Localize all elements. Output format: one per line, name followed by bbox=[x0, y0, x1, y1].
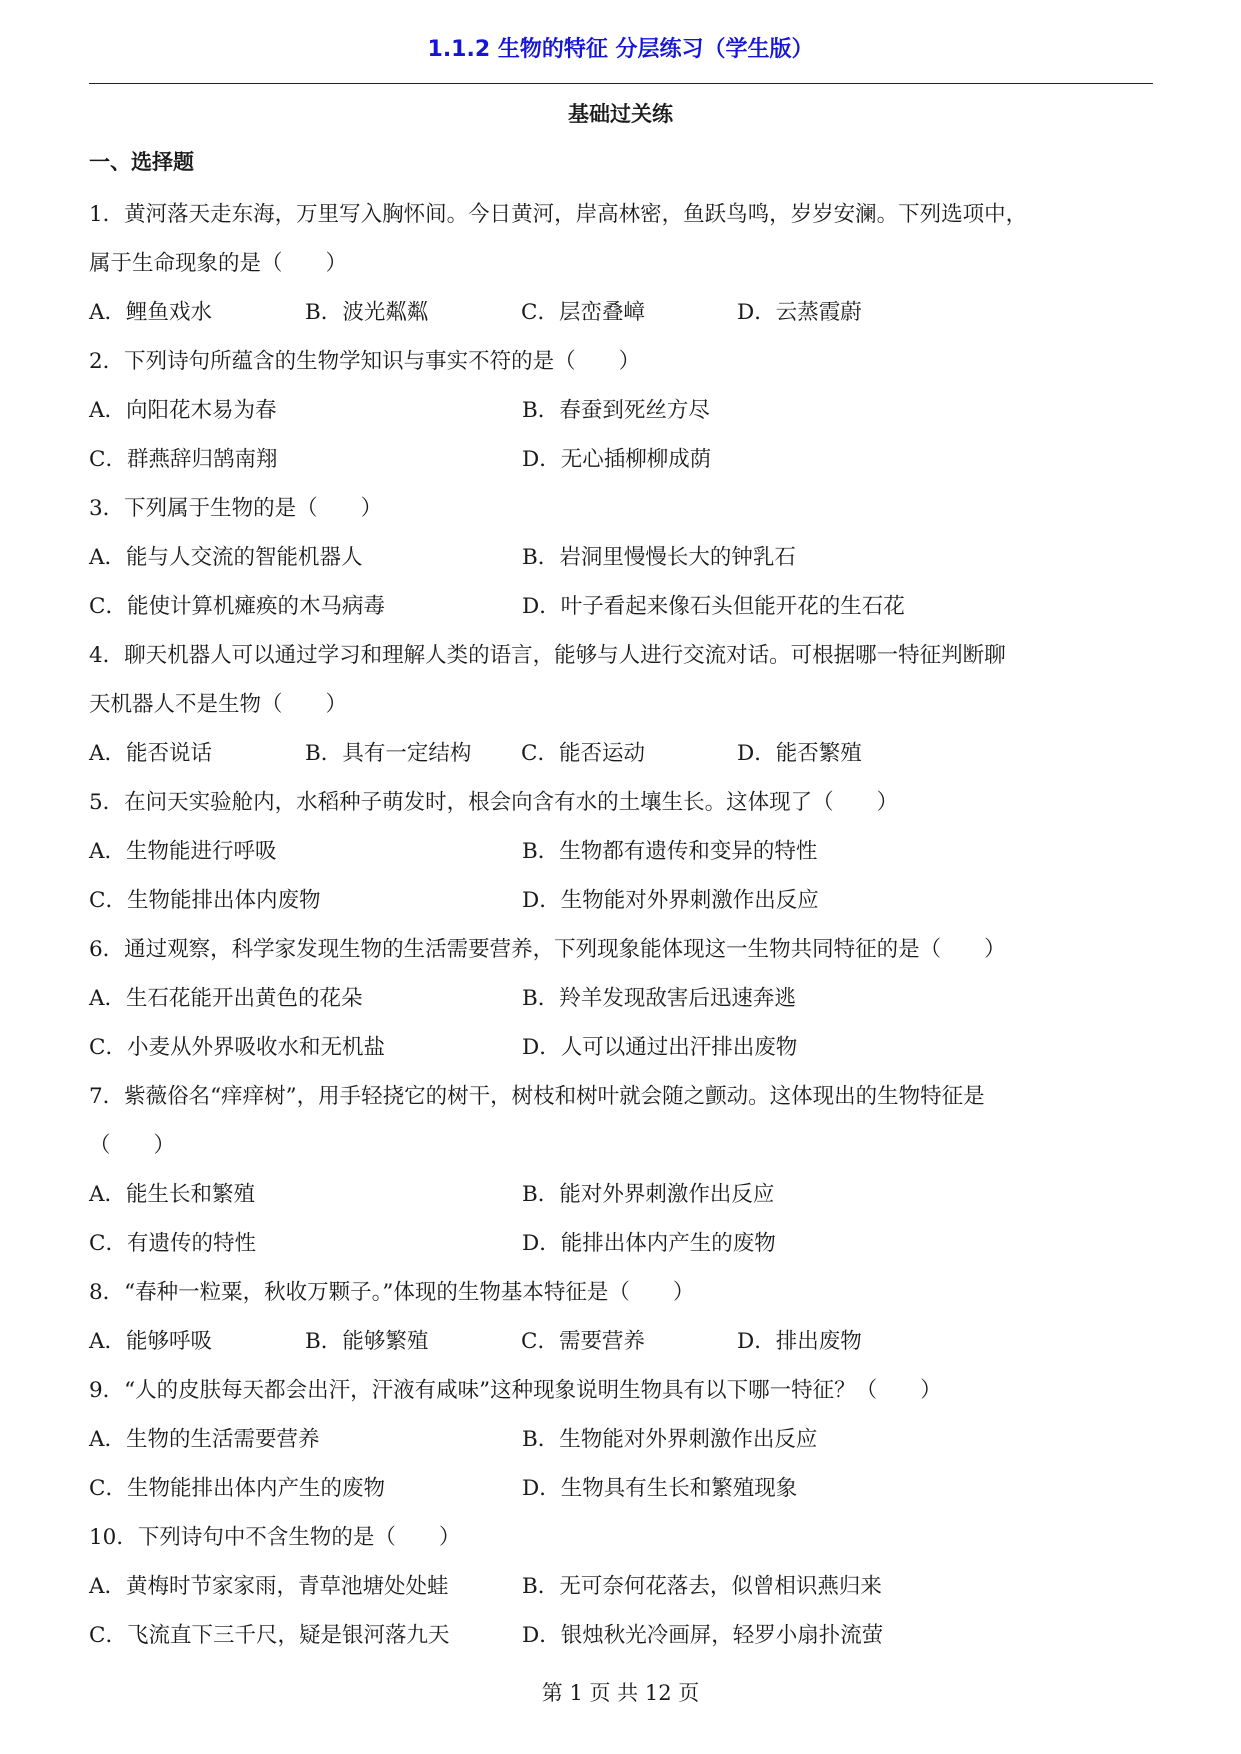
question-stem-line: 1．黄河落天走东海，万里写入胸怀间。今日黄河，岸高林密，鱼跃鸟鸣，岁岁安澜。下列选项中， bbox=[89, 202, 1028, 227]
option-letter: D． bbox=[522, 1231, 561, 1256]
option-letter: C． bbox=[89, 1231, 127, 1256]
option-a bbox=[89, 729, 305, 778]
option-text: 生物能进行呼吸 bbox=[126, 839, 277, 864]
option-letter: B． bbox=[522, 1182, 560, 1207]
option-b bbox=[522, 1562, 882, 1611]
option-row bbox=[89, 1464, 1153, 1513]
option-row bbox=[89, 435, 1153, 484]
option-a bbox=[89, 288, 305, 337]
option-text: 能与人交流的智能机器人 bbox=[126, 545, 363, 570]
option-letter: A． bbox=[89, 1182, 127, 1207]
option-text: 能对外界刺激作出反应 bbox=[559, 1182, 775, 1207]
question-4 bbox=[89, 631, 1153, 778]
question-10 bbox=[89, 1513, 1153, 1660]
option-row bbox=[89, 1219, 1153, 1268]
option-b bbox=[522, 386, 710, 435]
option-a bbox=[89, 827, 522, 876]
question-stem-line: 7．紫薇俗名“痒痒树”，用手轻挠它的树干，树枝和树叶就会随之颤动。这体现出的生物特征是 bbox=[89, 1084, 985, 1109]
option-row bbox=[89, 974, 1153, 1023]
question-7 bbox=[89, 1072, 1153, 1268]
option-text: 云蒸霞蔚 bbox=[775, 300, 862, 325]
option-letter: B． bbox=[305, 741, 343, 766]
option-text: 需要营养 bbox=[558, 1329, 645, 1354]
option-text: 能否繁殖 bbox=[775, 741, 862, 766]
option-row bbox=[89, 1611, 1153, 1660]
option-d bbox=[522, 435, 711, 484]
option-text: 能生长和繁殖 bbox=[126, 1182, 256, 1207]
option-text: 银烛秋光冷画屏，轻罗小扇扑流萤 bbox=[560, 1623, 884, 1648]
option-text: 鲤鱼戏水 bbox=[126, 300, 213, 325]
option-letter: D． bbox=[522, 1623, 561, 1648]
question-stem-line: （ ） bbox=[89, 1133, 176, 1158]
question-list bbox=[89, 190, 1153, 1660]
option-text: 能使计算机瘫痪的木马病毒 bbox=[126, 594, 385, 619]
option-letter: D． bbox=[522, 1035, 561, 1060]
option-letter: C． bbox=[89, 594, 127, 619]
option-row bbox=[89, 1170, 1153, 1219]
option-text: 生物能排出体内产生的废物 bbox=[126, 1476, 385, 1501]
option-text: 排出废物 bbox=[775, 1329, 862, 1354]
option-d bbox=[522, 1219, 776, 1268]
option-b bbox=[305, 288, 521, 337]
option-c bbox=[89, 582, 522, 631]
option-letter: A． bbox=[89, 300, 127, 325]
question-1 bbox=[89, 190, 1153, 337]
option-letter: D． bbox=[522, 447, 561, 472]
option-d bbox=[522, 1023, 797, 1072]
option-row bbox=[89, 876, 1153, 925]
option-letter: C． bbox=[521, 300, 559, 325]
option-text: 人可以通过出汗排出废物 bbox=[560, 1035, 798, 1060]
option-text: 生物具有生长和繁殖现象 bbox=[560, 1476, 798, 1501]
option-text: 春蚕到死丝方尽 bbox=[559, 398, 710, 423]
option-row bbox=[89, 288, 1153, 337]
question-stem-line: 9．“人的皮肤每天都会出汗，汗液有咸味”这种现象说明生物具有以下哪一特征？（ ） bbox=[89, 1378, 942, 1403]
question-stem-line: 4．聊天机器人可以通过学习和理解人类的语言，能够与人进行交流对话。可根据哪一特征判断聊 bbox=[89, 643, 1006, 668]
option-a bbox=[89, 1415, 522, 1464]
option-text: 无心插柳柳成荫 bbox=[560, 447, 712, 472]
option-letter: D． bbox=[737, 741, 776, 766]
option-text: 能否说话 bbox=[126, 741, 213, 766]
option-text: 能够呼吸 bbox=[126, 1329, 213, 1354]
option-text: 有遗传的特性 bbox=[126, 1231, 256, 1256]
question-3 bbox=[89, 484, 1153, 631]
option-letter: B． bbox=[522, 1574, 560, 1599]
option-text: 岩洞里慢慢长大的钟乳石 bbox=[559, 545, 796, 570]
question-stem-line: 属于生命现象的是（ ） bbox=[89, 251, 348, 276]
header-divider bbox=[89, 83, 1153, 84]
option-d bbox=[522, 1464, 797, 1513]
option-row bbox=[89, 827, 1153, 876]
option-letter: C． bbox=[89, 1476, 127, 1501]
option-letter: C． bbox=[89, 447, 127, 472]
option-a bbox=[89, 1170, 522, 1219]
option-a bbox=[89, 533, 522, 582]
option-letter: C． bbox=[521, 1329, 559, 1354]
option-letter: A． bbox=[89, 986, 127, 1011]
option-text: 无可奈何花落去，似曾相识燕归来 bbox=[559, 1574, 882, 1599]
option-letter: B． bbox=[522, 1427, 560, 1452]
option-c bbox=[521, 288, 737, 337]
option-c bbox=[89, 1611, 522, 1660]
option-text: 羚羊发现敌害后迅速奔逃 bbox=[559, 986, 796, 1011]
question-stem-line: 2．下列诗句所蕴含的生物学知识与事实不符的是（ ） bbox=[89, 349, 641, 374]
document-title: 1.1.2 生物的特征 分层练习（学生版） bbox=[427, 37, 814, 62]
option-d bbox=[737, 729, 862, 778]
option-text: 向阳花木易为春 bbox=[126, 398, 277, 423]
option-letter: A． bbox=[89, 1427, 127, 1452]
option-text: 群燕辞归鹄南翔 bbox=[126, 447, 278, 472]
option-a bbox=[89, 386, 522, 435]
section-title: 基础过关练 bbox=[568, 102, 673, 126]
option-c bbox=[89, 876, 522, 925]
question-stem-line: 5．在问天实验舱内，水稻种子萌发时，根会向含有水的土壤生长。这体现了（ ） bbox=[89, 790, 899, 815]
option-letter: A． bbox=[89, 398, 127, 423]
option-d bbox=[522, 876, 819, 925]
option-text: 生物能对外界刺激作出反应 bbox=[560, 888, 819, 913]
question-stem-line: 天机器人不是生物（ ） bbox=[89, 692, 348, 717]
option-letter: C． bbox=[89, 1035, 127, 1060]
option-b bbox=[305, 1317, 521, 1366]
option-b bbox=[522, 827, 817, 876]
option-text: 生物能排出体内废物 bbox=[126, 888, 321, 913]
option-row bbox=[89, 533, 1153, 582]
option-a bbox=[89, 1317, 305, 1366]
option-c bbox=[89, 1023, 522, 1072]
option-row bbox=[89, 1415, 1153, 1464]
option-b bbox=[522, 974, 796, 1023]
page-number: 第 1 页 共 12 页 bbox=[541, 1681, 700, 1705]
option-c bbox=[89, 435, 522, 484]
option-letter: B． bbox=[305, 1329, 343, 1354]
option-row bbox=[89, 1023, 1153, 1072]
part-heading: 一、选择题 bbox=[89, 150, 194, 174]
option-row bbox=[89, 582, 1153, 631]
option-letter: A． bbox=[89, 1329, 127, 1354]
option-d bbox=[522, 1611, 883, 1660]
option-letter: B． bbox=[522, 839, 560, 864]
option-b bbox=[305, 729, 521, 778]
option-letter: D． bbox=[522, 594, 561, 619]
option-text: 波光粼粼 bbox=[342, 300, 429, 325]
option-text: 飞流直下三千尺，疑是银河落九天 bbox=[126, 1623, 450, 1648]
option-b bbox=[522, 1415, 817, 1464]
option-text: 生物都有遗传和变异的特性 bbox=[559, 839, 818, 864]
option-c bbox=[521, 729, 737, 778]
option-letter: D． bbox=[522, 1476, 561, 1501]
option-text: 生物的生活需要营养 bbox=[126, 1427, 320, 1452]
option-letter: C． bbox=[521, 741, 559, 766]
option-d bbox=[737, 288, 862, 337]
option-text: 能排出体内产生的废物 bbox=[560, 1231, 776, 1256]
option-letter: D． bbox=[737, 300, 776, 325]
option-text: 能够繁殖 bbox=[342, 1329, 429, 1354]
option-row bbox=[89, 386, 1153, 435]
option-letter: B． bbox=[522, 398, 560, 423]
question-8 bbox=[89, 1268, 1153, 1366]
option-text: 生物能对外界刺激作出反应 bbox=[559, 1427, 818, 1452]
option-row bbox=[89, 1317, 1153, 1366]
option-a bbox=[89, 1562, 522, 1611]
option-text: 层峦叠嶂 bbox=[558, 300, 645, 325]
option-c bbox=[89, 1464, 522, 1513]
option-letter: B． bbox=[305, 300, 343, 325]
option-a bbox=[89, 974, 522, 1023]
question-2 bbox=[89, 337, 1153, 484]
option-text: 黄梅时节家家雨，青草池塘处处蛙 bbox=[126, 1574, 449, 1599]
option-text: 小麦从外界吸收水和无机盐 bbox=[126, 1035, 385, 1060]
option-row bbox=[89, 1562, 1153, 1611]
option-text: 能否运动 bbox=[558, 741, 645, 766]
question-stem-line: 8．“春种一粒粟，秋收万颗子。”体现的生物基本特征是（ ） bbox=[89, 1280, 695, 1305]
option-b bbox=[522, 1170, 774, 1219]
option-d bbox=[522, 582, 905, 631]
option-text: 生石花能开出黄色的花朵 bbox=[126, 986, 363, 1011]
question-5 bbox=[89, 778, 1153, 925]
option-d bbox=[737, 1317, 862, 1366]
option-letter: A． bbox=[89, 839, 127, 864]
option-text: 叶子看起来像石头但能开花的生石花 bbox=[560, 594, 905, 619]
option-text: 具有一定结构 bbox=[342, 741, 472, 766]
option-letter: A． bbox=[89, 741, 127, 766]
option-letter: B． bbox=[522, 545, 560, 570]
option-letter: C． bbox=[89, 888, 127, 913]
option-letter: B． bbox=[522, 986, 560, 1011]
question-stem-line: 10．下列诗句中不含生物的是（ ） bbox=[89, 1525, 461, 1550]
option-c bbox=[89, 1219, 522, 1268]
option-b bbox=[522, 533, 796, 582]
question-stem-line: 6．通过观察，科学家发现生物的生活需要营养，下列现象能体现这一生物共同特征的是（ ） bbox=[89, 937, 1006, 962]
question-6 bbox=[89, 925, 1153, 1072]
question-9 bbox=[89, 1366, 1153, 1513]
question-stem-line: 3．下列属于生物的是（ ） bbox=[89, 496, 383, 521]
option-c bbox=[521, 1317, 737, 1366]
option-letter: D． bbox=[522, 888, 561, 913]
option-letter: A． bbox=[89, 545, 127, 570]
option-letter: D． bbox=[737, 1329, 776, 1354]
option-row bbox=[89, 729, 1153, 778]
option-letter: C． bbox=[89, 1623, 127, 1648]
option-letter: A． bbox=[89, 1574, 127, 1599]
